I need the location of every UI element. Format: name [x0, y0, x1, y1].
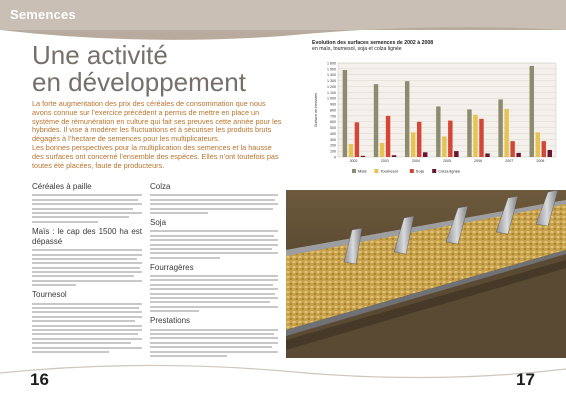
section-tournesol — [32, 290, 142, 353]
surfaces-chart — [312, 40, 560, 184]
chart-y-tick-label: 700 — [330, 113, 336, 118]
chart-bar — [405, 81, 409, 157]
chart-svg — [312, 53, 560, 185]
chart-x-tick-label: 2002 — [349, 158, 358, 163]
section-title: Semences — [10, 7, 76, 22]
chart-y-tick-label: 1 300 — [327, 78, 336, 83]
section-body-cereales — [32, 194, 142, 222]
chart-y-tick-label: 800 — [330, 107, 336, 112]
section-body-colza — [150, 194, 278, 214]
chart-x-tick-label: 2007 — [505, 158, 514, 163]
chart-bar — [349, 144, 353, 157]
section-body-mais — [32, 249, 142, 286]
chart-y-tick-label: 400 — [330, 131, 336, 136]
intro-paragraph-1: La forte augmentation des prix des céréales de consommation que nous avons connue sur l’exercice précédent a permis de mettre en place un système de rémunération en culture qui fait ses preuves cette année pour les hybrides. Il vise à modérer les fluctuations et à sécuriser les produits bruts dégagés à l’hectare de semences pour les multiplicateurs. — [32, 99, 282, 144]
chart-bar — [361, 155, 365, 156]
chart-x-tick-label: 2003 — [380, 158, 389, 163]
chart-y-tick-label: 1 200 — [327, 84, 336, 89]
chart-y-tick-label: 600 — [330, 119, 336, 124]
chart-bar — [411, 132, 415, 157]
section-soja — [150, 218, 278, 259]
chart-bar — [454, 151, 458, 157]
chart-y-tick-label: 100 — [330, 149, 336, 154]
chart-x-tick-label: 2006 — [474, 158, 483, 163]
section-title-cereales: Céréales à paille — [32, 182, 92, 191]
heading-line-2: en développement — [32, 67, 246, 97]
section-prestations — [150, 316, 278, 357]
chart-legend-label: Maïs — [358, 168, 367, 174]
section-body-prestations — [150, 329, 278, 357]
chart-x-tick-label: 2008 — [536, 158, 545, 163]
chart-y-tick-label: 0 — [334, 154, 336, 159]
page-number-right: 17 — [516, 370, 535, 389]
chart-y-tick-label: 1 100 — [327, 90, 336, 95]
section-colza — [150, 182, 278, 214]
chart-y-tick-label: 900 — [330, 102, 336, 107]
section-title-mais: Maïs : le cap des 1500 ha est dépassé — [32, 226, 142, 246]
chart-bar — [516, 152, 520, 156]
chart-bar — [417, 121, 421, 156]
page-number-left: 16 — [30, 370, 49, 389]
section-title-soja: Soja — [150, 217, 167, 227]
page-heading — [32, 42, 246, 96]
chart-y-axis-label: Surface en hectares — [314, 92, 318, 127]
chart-legend-swatch — [410, 169, 414, 173]
chart-bar — [423, 152, 427, 157]
footer-curve-decoration — [0, 355, 566, 400]
chart-y-tick-label: 1 500 — [327, 66, 336, 71]
section-body-fourrageres — [150, 275, 278, 312]
chart-y-tick-label: 1 000 — [327, 96, 336, 101]
chart-bar — [479, 118, 483, 156]
chart-bar — [548, 150, 552, 157]
section-fourrageres — [150, 263, 278, 313]
section-cereales — [32, 182, 142, 223]
chart-bar — [536, 132, 540, 157]
section-title-prestations: Prestations — [150, 316, 191, 326]
chart-legend-label: Colza lignée — [438, 168, 461, 174]
section-body-soja — [150, 230, 278, 258]
chart-legend-label: Soja — [415, 168, 424, 174]
chart-title: Evolution des surfaces semences de 2002 à 2008 — [312, 40, 434, 46]
chart-bar — [498, 99, 502, 157]
chart-bar — [510, 141, 514, 157]
chart-bar — [374, 84, 378, 157]
chart-bar — [448, 120, 452, 156]
chart-legend-label: Tournesol — [380, 168, 398, 174]
intro-text — [32, 100, 282, 170]
chart-bar — [530, 66, 534, 157]
chart-y-tick-label: 500 — [330, 125, 336, 130]
chart-bar — [485, 153, 489, 157]
left-body-column — [32, 182, 142, 357]
chart-bar — [442, 136, 446, 157]
chart-bar — [467, 109, 471, 157]
chart-x-tick-label: 2004 — [411, 158, 420, 163]
section-title-tournesol: Tournesol — [32, 290, 67, 300]
chart-x-tick-label: 2005 — [443, 158, 451, 163]
chart-y-tick-label: 300 — [330, 137, 336, 142]
chart-bar — [380, 142, 384, 156]
chart-subtitle: en maïs, tournesol, soja et colza lignée — [312, 46, 402, 53]
chart-y-tick-label: 200 — [330, 143, 336, 148]
chart-bar — [473, 114, 477, 156]
section-body-tournesol — [32, 303, 142, 353]
seed-conveyor-photo — [286, 190, 566, 358]
chart-bar — [343, 70, 347, 157]
seed-conveyor-illustration — [286, 190, 566, 358]
chart-y-tick-label: 1 400 — [327, 72, 336, 77]
chart-bar — [355, 122, 359, 157]
chart-legend-swatch — [352, 169, 356, 173]
chart-legend-swatch — [374, 169, 378, 173]
heading-line-1: Une activité — [32, 40, 168, 70]
chart-y-tick-label: 1 600 — [327, 60, 336, 65]
intro-paragraph-2: Les bonnes perspectives pour la multiplication des semences et la hausse des surfaces ont concerné l’ensemble des espèces. Elles n’ont toutefois pas toutes été placées, faute de producteurs. — [32, 142, 279, 170]
section-mais — [32, 227, 142, 287]
chart-bar — [436, 106, 440, 157]
section-title-fourrageres: Fourragères — [150, 262, 194, 272]
section-title-colza: Colza — [150, 182, 171, 191]
chart-bar — [504, 108, 508, 156]
chart-bar — [542, 141, 546, 157]
chart-bar — [392, 155, 396, 157]
middle-body-column — [150, 182, 278, 361]
chart-legend-swatch — [432, 169, 436, 173]
chart-bar — [386, 115, 390, 156]
